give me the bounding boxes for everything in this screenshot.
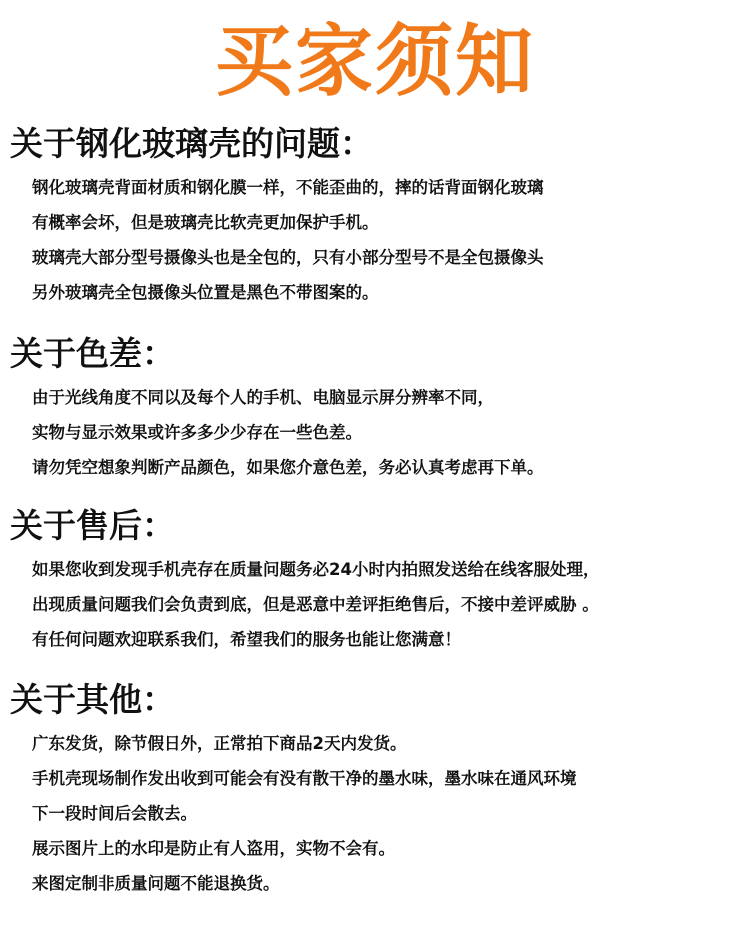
section-heading: 关于钢化玻璃壳的问题： [10, 124, 373, 163]
section-body [32, 170, 744, 310]
paragraph-line: 手机壳现场制作发出收到可能会有没有散干净的墨水味，墨水味在通风环境 [32, 769, 577, 788]
paragraph-line: 下一段时间后会散去。 [32, 804, 197, 823]
paragraph-line: 展示图片上的水印是防止有人盗用，实物不会有。 [32, 839, 395, 858]
paragraph-line: 由于光线角度不同以及每个人的手机、电脑显示屏分辨率不同， [32, 388, 494, 407]
paragraph-line: 有概率会坏，但是玻璃壳比软壳更加保护手机。 [32, 213, 379, 232]
section-body [32, 726, 744, 901]
paragraph-line: 实物与显示效果或许多多少少存在一些色差。 [32, 423, 362, 442]
paragraph-line: 钢化玻璃壳背面材质和钢化膜一样，不能歪曲的，摔的话背面钢化玻璃 [32, 178, 544, 197]
paragraph-line: 来图定制非质量问题不能退换货。 [32, 874, 280, 893]
paragraph-line: 有任何问题欢迎联系我们，希望我们的服务也能让您满意！ [32, 630, 461, 649]
paragraph-line: 玻璃壳大部分型号摄像头也是全包的，只有小部分型号不是全包摄像头 [32, 248, 544, 267]
page-title: 买家须知 [214, 17, 535, 107]
section-heading: 关于其他： [10, 680, 175, 719]
paragraph-line: 如果您收到发现手机壳存在质量问题务必24小时内拍照发送给在线客服处理， [32, 560, 600, 579]
section-body [32, 380, 744, 485]
paragraph-line: 出现质量问题我们会负责到底，但是恶意中差评拒绝售后，不接中差评威胁 。 [32, 595, 599, 614]
paragraph-line: 广东发货，除节假日外，正常拍下商品2天内发货。 [32, 734, 407, 753]
section-heading: 关于售后： [10, 506, 175, 545]
section-body [32, 552, 744, 657]
section-heading: 关于色差： [10, 334, 175, 373]
paragraph-line: 请勿凭空想象判断产品颜色，如果您介意色差，务必认真考虑再下单。 [32, 458, 544, 477]
paragraph-line: 另外玻璃壳全包摄像头位置是黑色不带图案的。 [32, 283, 379, 302]
